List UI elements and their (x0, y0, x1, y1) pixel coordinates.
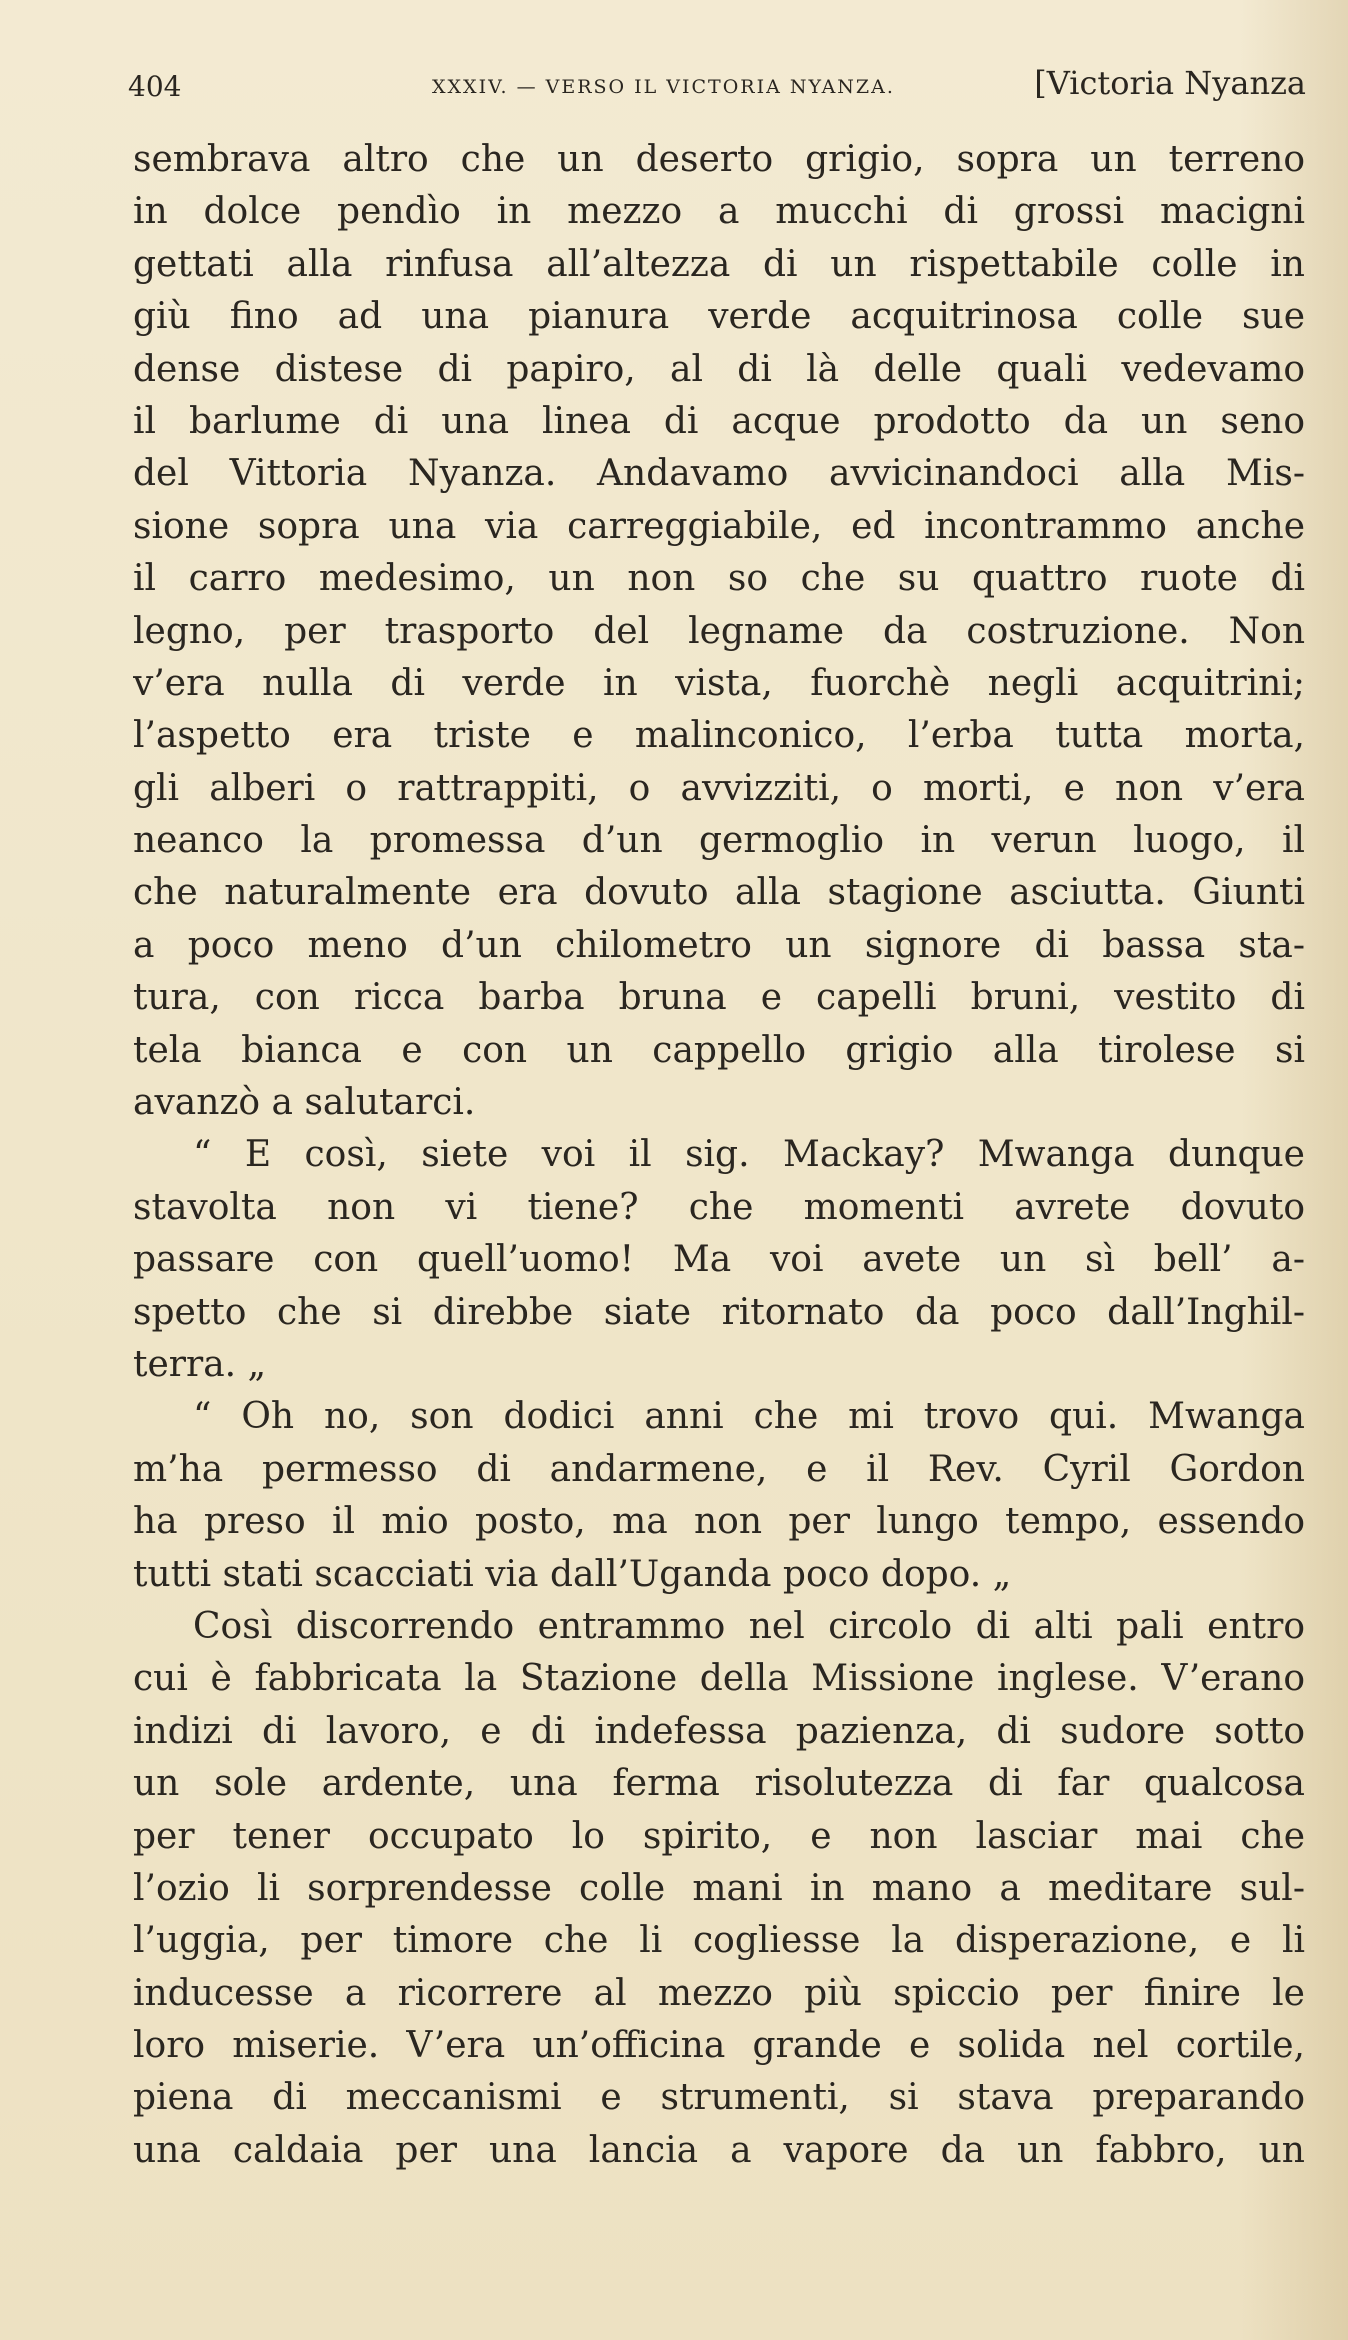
text-line: ha preso il mio posto, ma non per lungo tempo, essendo (133, 1501, 1305, 1543)
text-line: l’uggia, per timore che li cogliesse la disperazione, e li (133, 1920, 1305, 1962)
text-line: “ E così, siete voi il sig. Mackay? Mwanga dunque (193, 1134, 1305, 1176)
text-line: m’ha permesso di andarmene, e il Rev. Cyril Gordon (133, 1448, 1305, 1490)
page-number: 404 (128, 70, 182, 103)
body-text (133, 134, 1305, 2177)
text-line: il carro medesimo, un non so che su quattro ruote di (133, 558, 1305, 600)
text-line: a poco meno d’un chilometro un signore di bassa sta- (133, 924, 1305, 966)
text-line: tura, con ricca barba bruna e capelli bruni, vestito di (133, 977, 1305, 1019)
text-line: tela bianca e con un cappello grigio alla tirolese si (133, 1029, 1305, 1071)
text-line: v’era nulla di verde in vista, fuorchè negli acquitrini; (133, 662, 1305, 704)
text-line: terra. „ (133, 1343, 267, 1385)
text-line: sembrava altro che un deserto grigio, sopra un terreno (133, 139, 1305, 180)
text-line: gettati alla rinfusa all’altezza di un rispettabile colle in (133, 243, 1305, 285)
text-line: sione sopra una via carreggiabile, ed incontrammo anche (133, 505, 1305, 547)
text-line: l’ozio li sorprendesse colle mani in mano a meditare sul- (133, 1867, 1305, 1909)
text-line: indizi di lavoro, e di indefessa pazienza, di sudore sotto (133, 1710, 1305, 1752)
text-line: il barlume di una linea di acque prodotto da un seno (133, 400, 1305, 442)
text-line: in dolce pendìo in mezzo a mucchi di grossi macigni (133, 191, 1305, 233)
text-line: “ Oh no, son dodici anni che mi trovo qui. Mwanga (193, 1396, 1305, 1438)
page-header (128, 64, 1306, 112)
text-line: cui è fabbricata la Stazione della Missione inglese. V’erano (133, 1658, 1305, 1700)
text-line: spetto che si direbbe siate ritornato da poco dall’Inghil- (133, 1291, 1305, 1333)
text-line: giù fino ad una pianura verde acquitrinosa colle sue (133, 296, 1305, 338)
text-line: dense distese di papiro, al di là delle quali vedevamo (133, 348, 1305, 390)
text-line: per tener occupato lo spirito, e non lasciar mai che (133, 1815, 1305, 1857)
text-line: inducesse a ricorrere al mezzo più spiccio per finire le (133, 1972, 1305, 2014)
text-line: del Vittoria Nyanza. Andavamo avvicinandoci alla Mis- (133, 453, 1305, 495)
text-line: che naturalmente era dovuto alla stagione asciutta. Giunti (133, 872, 1305, 914)
text-line: una caldaia per una lancia a vapore da un fabbro, un (133, 2129, 1305, 2171)
text-line: neanco la promessa d’un germoglio in verun luogo, il (133, 820, 1305, 862)
text-line: legno, per trasporto del legname da costruzione. Non (133, 610, 1305, 652)
text-line: l’aspetto era triste e malinconico, l’erba tutta morta, (133, 715, 1305, 757)
text-line: piena di meccanismi e strumenti, si stava preparando (133, 2077, 1305, 2119)
text-line: loro miserie. V’era un’officina grande e solida nel cortile, (133, 2025, 1305, 2067)
text-line: tutti stati scacciati via dall’Uganda poco dopo. „ (133, 1553, 1012, 1595)
text-line: stavolta non vi tiene? che momenti avrete dovuto (133, 1186, 1305, 1228)
text-line: un sole ardente, una ferma risolutezza di far qualcosa (133, 1763, 1305, 1805)
text-line: gli alberi o rattrappiti, o avvizziti, o morti, e non v’era (133, 767, 1305, 809)
text-line: passare con quell’uomo! Ma voi avete un sì bell’ a- (133, 1239, 1305, 1281)
section-reference: [Victoria Nyanza (1034, 64, 1306, 102)
text-line: Così discorrendo entrammo nel circolo di alti pali entro (193, 1605, 1305, 1647)
running-title: XXXIV. — VERSO IL VICTORIA NYANZA. (432, 76, 895, 98)
text-line: avanzò a salutarci. (133, 1082, 476, 1124)
